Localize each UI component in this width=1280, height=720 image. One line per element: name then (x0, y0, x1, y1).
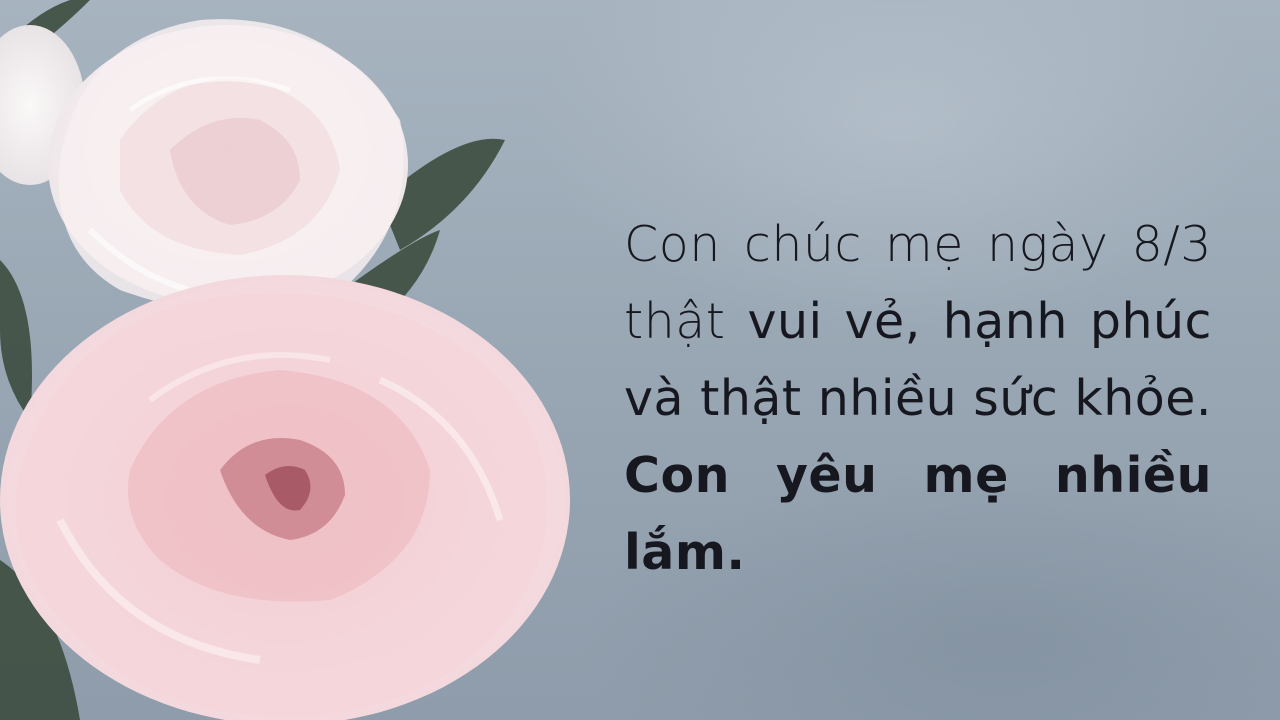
message-part-3: Con yêu mẹ nhiều lắm. (624, 447, 1212, 581)
message-part-1: Con chúc mẹ ngày 8/3 thật (624, 216, 1212, 350)
pink-peony (0, 275, 570, 720)
greeting-message (624, 206, 1212, 591)
white-peony (48, 19, 408, 313)
peony-flower-image (0, 0, 600, 720)
message-part-2: vui vẻ, hạnh phúc và thật nhiều sức khỏe. (624, 293, 1212, 427)
